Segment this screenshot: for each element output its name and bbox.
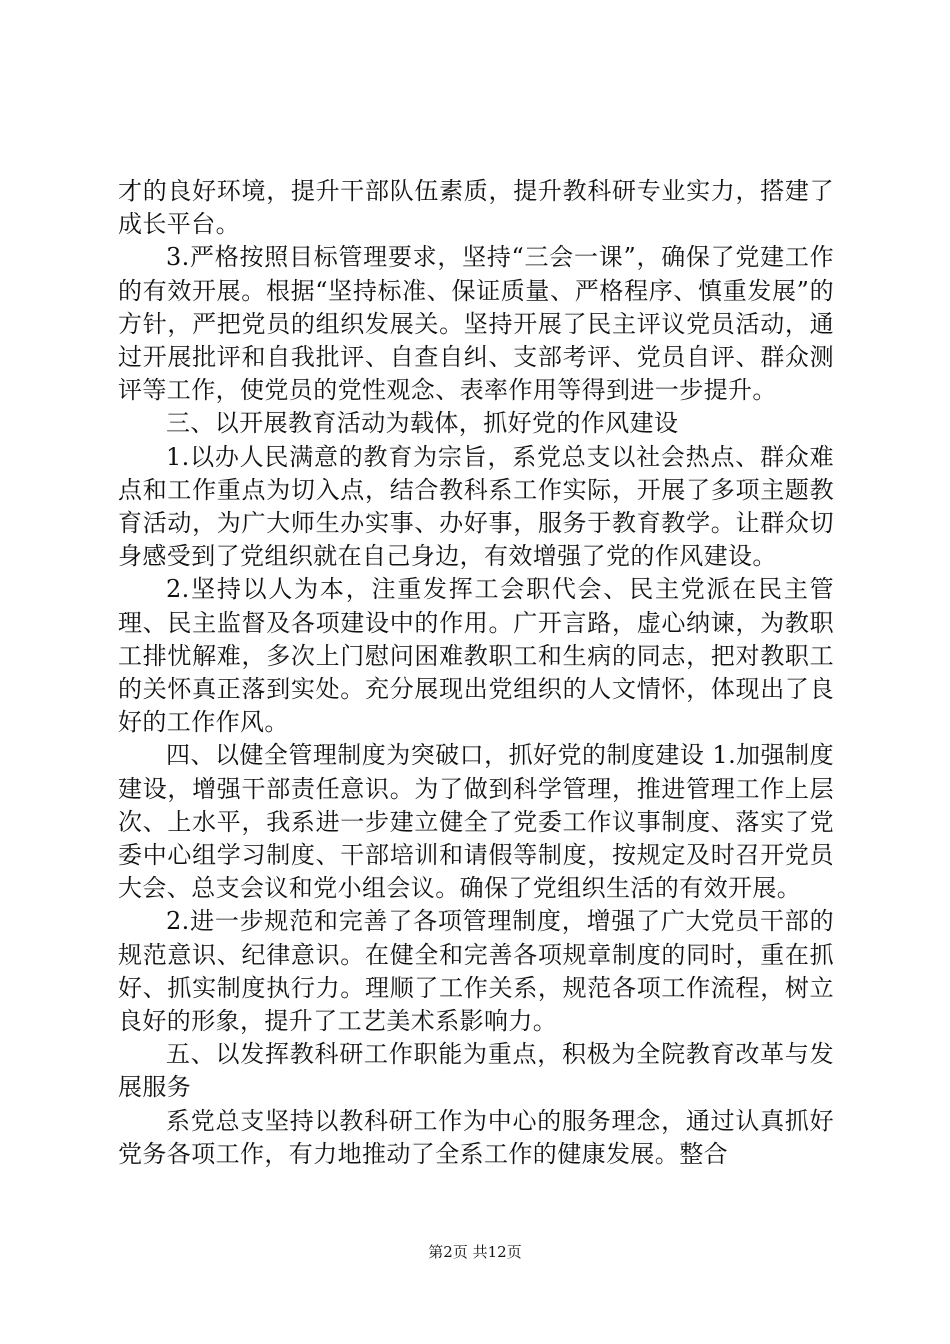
section-heading-4: 四、以健全管理制度为突破口，抓好党的制度建设 1.加强制度建设，增强干部责任意识。为了做到科学管理，推进管理工作上层次、上水平，我系进一步建立健全了党委工作议事制度、落实了党委中心组学习制度、干部培训和请假等制度，按规定及时召开党员大会、总支会议和党小组会议。确保了党组织生活的有效开展。 [118,741,834,903]
page-number: 第2页 共12页 [428,1243,522,1261]
paragraph-item-2b: 2.进一步规范和完善了各项管理制度，增强了广大党员干部的规范意识、纪律意识。在健全和完善各项规章制度的同时，重在抓好、抓实制度执行力。理顺了工作关系，规范各项工作流程，树立良好的形象，提升了工艺美术系影响力。 [118,907,834,1036]
paragraph-continuation: 才的良好环境，提升干部队伍素质，提升教科研专业实力，搭建了成长平台。 [118,177,834,239]
paragraph-service: 系党总支坚持以教科研工作为中心的服务理念，通过认真抓好党务各项工作，有力地推动了全系工作的健康发展。整合 [118,1106,834,1168]
section-heading-3: 三、以开展教育活动为载体，抓好党的作风建设 [166,409,679,438]
paragraph-item-2: 2.坚持以人为本，注重发挥工会职代会、民主党派在民主管理、民主监督及各项建设中的作用。广开言路，虚心纳谏，为教职工排忧解难，多次上门慰问困难教职工和生病的同志，把对教职工的关怀真正落到实处。充分展现出党组织的人文情怀，体现出了良好的工作作风。 [118,575,834,737]
paragraph-item-3: 3.严格按照目标管理要求，坚持“三会一课”，确保了党建工作的有效开展。根据“坚持标准、保证质量、严格程序、慎重发展”的方针，严把党员的组织发展关。坚持开展了民主评议党员活动，通过开展批评和自我批评、自查自纠、支部考评、党员自评、群众测评等工作，使党员的党性观念、表率作用等得到进一步提升。 [118,243,834,405]
paragraph-item-1: 1.以办人民满意的教育为宗旨，系党总支以社会热点、群众难点和工作重点为切入点，结合教科系工作实际，开展了多项主题教育活动，为广大师生办实事、办好事，服务于教育教学。让群众切身感受到了党组织就在自己身边，有效增强了党的作风建设。 [118,442,834,571]
document-body [118,175,834,1171]
section-heading-5: 五、以发挥教科研工作职能为重点，积极为全院教育改革与发展服务 [118,1040,834,1102]
